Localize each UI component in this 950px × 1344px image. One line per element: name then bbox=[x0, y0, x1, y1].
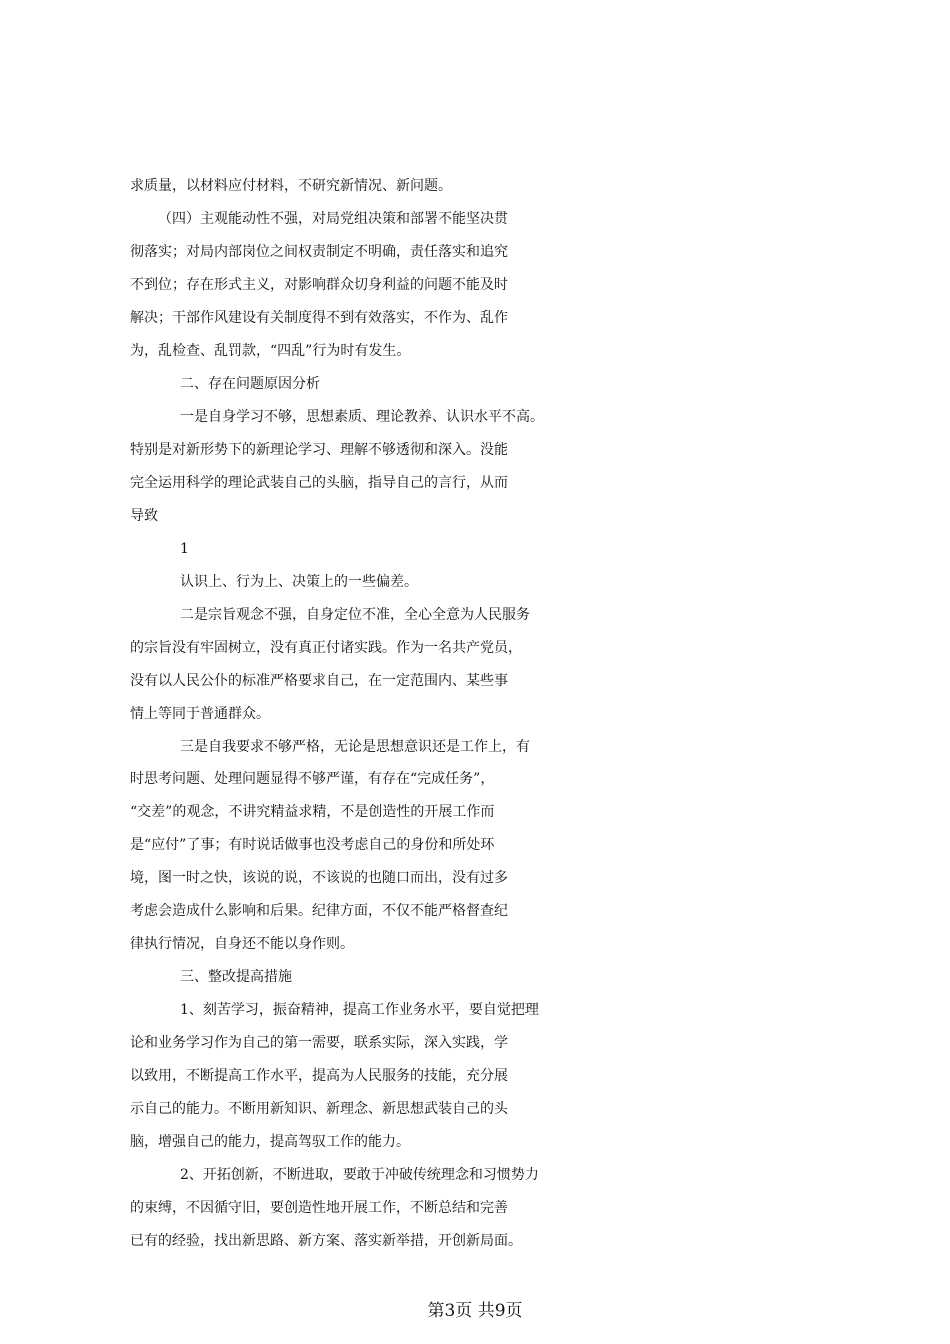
text-line: 律执行情况，自身还不能以身作则。 bbox=[130, 936, 354, 953]
text-line: 时思考问题、处理问题显得不够严谨，有存在“完成任务”， bbox=[130, 771, 495, 788]
text-line: 境，图一时之快，该说的说，不该说的也随口而出，没有过多 bbox=[130, 870, 508, 887]
text-line: 论和业务学习作为自己的第一需要，联系实际，深入实践，学 bbox=[130, 1035, 508, 1052]
text-line: 一是自身学习不够，思想素质、理论教养、认识水平不高。 bbox=[180, 408, 544, 425]
page-footer bbox=[0, 1300, 950, 1322]
text-line: 示自己的能力。不断用新知识、新理念、新思想武装自己的头 bbox=[130, 1101, 508, 1118]
text-line: 导致 bbox=[130, 507, 158, 524]
text-line: 已有的经验，找出新思路、新方案、落实新举措，开创新局面。 bbox=[130, 1233, 522, 1249]
section-heading: 二、存在问题原因分析 bbox=[180, 375, 320, 392]
text-line: 为，乱检查、乱罚款，“四乱”行为时有发生。 bbox=[130, 342, 411, 359]
text-line: 的束缚，不因循守旧，要创造性地开展工作，不断总结和完善 bbox=[130, 1200, 508, 1216]
text-line: 解决；干部作风建设有关制度得不到有效落实，不作为、乱作 bbox=[130, 309, 508, 326]
text-line: 三是自我要求不够严格，无论是思想意识还是工作上，有 bbox=[180, 738, 530, 755]
text-line: 2、开拓创新，不断进取，要敢于冲破传统理念和习惯势力 bbox=[180, 1167, 539, 1184]
text-line: 不到位；存在形式主义，对影响群众切身利益的问题不能及时 bbox=[130, 276, 508, 293]
text-line: 认识上、行为上、决策上的一些偏差。 bbox=[180, 573, 418, 590]
text-line: 没有以人民公仆的标准严格要求自己，在一定范围内、某些事 bbox=[130, 672, 508, 689]
text-line: 脑，增强自己的能力，提高驾驭工作的能力。 bbox=[130, 1134, 410, 1151]
text-line: 特别是对新形势下的新理论学习、理解不够透彻和深入。没能 bbox=[130, 441, 508, 458]
text-line: （四）主观能动性不强，对局党组决策和部署不能坚决贯 bbox=[158, 211, 508, 227]
page-number: 第3页 共9页 bbox=[427, 1301, 523, 1321]
text-line: 完全运用科学的理论武装自己的头脑，指导自己的言行，从而 bbox=[130, 474, 508, 491]
text-line: 情上等同于普通群众。 bbox=[130, 705, 270, 722]
text-line: 以致用，不断提高工作水平，提高为人民服务的技能，充分展 bbox=[130, 1068, 508, 1085]
text-line: 彻落实；对局内部岗位之间权责制定不明确，责任落实和追究 bbox=[130, 243, 508, 260]
text-line: 求质量，以材料应付材料，不研究新情况、新问题。 bbox=[130, 178, 452, 194]
text-line: 是“应付”了事；有时说话做事也没考虑自己的身份和所处环 bbox=[130, 837, 495, 854]
section-heading: 三、整改提高措施 bbox=[180, 969, 292, 986]
text-line: 考虑会造成什么影响和后果。纪律方面，不仅不能严格督查纪 bbox=[130, 903, 508, 920]
text-line: “交差”的观念，不讲究精益求精，不是创造性的开展工作而 bbox=[130, 804, 495, 821]
text-line: 二是宗旨观念不强，自身定位不准，全心全意为人民服务 bbox=[180, 606, 530, 623]
text-line: 的宗旨没有牢固树立，没有真正付诸实践。作为一名共产党员， bbox=[130, 639, 522, 656]
text-line: 1 bbox=[180, 540, 189, 557]
text-line: 1、刻苦学习，振奋精神，提高工作业务水平，要自觉把理 bbox=[180, 1002, 539, 1019]
